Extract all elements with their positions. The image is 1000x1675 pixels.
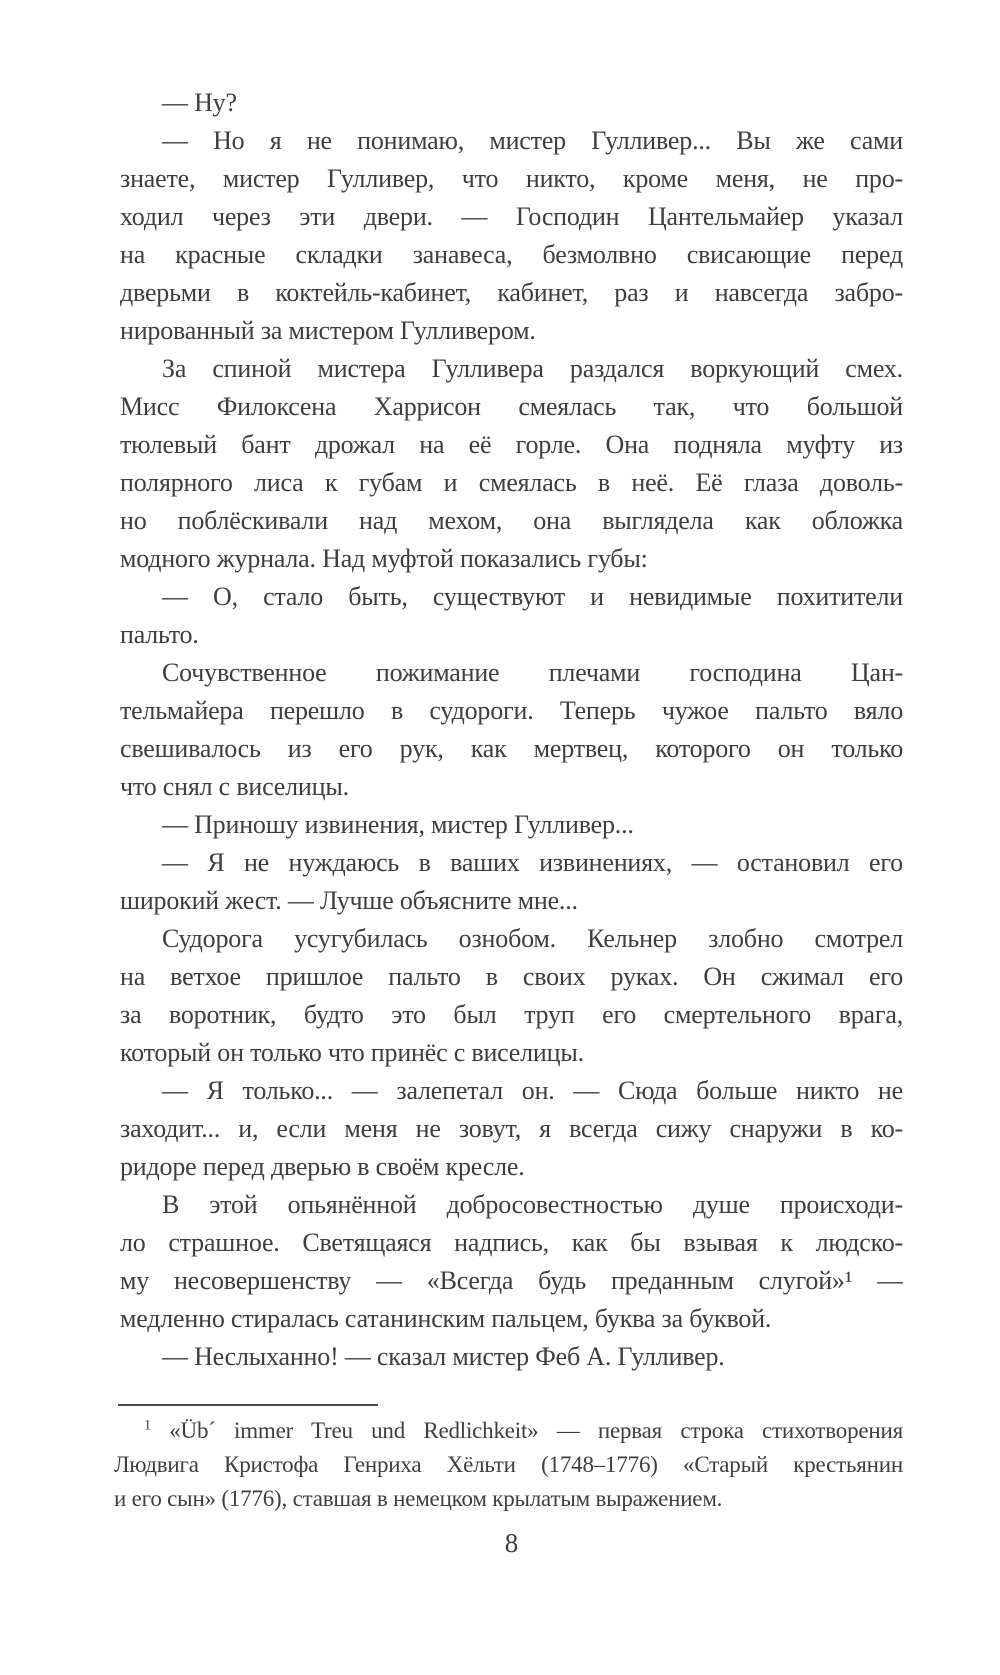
paragraph <box>120 122 903 350</box>
footnote <box>114 1414 903 1516</box>
paragraph <box>120 350 903 578</box>
paragraph <box>120 844 903 920</box>
text-line: заходит... и, если меня не зовут, я всегда сижу снаружи в ко- <box>120 1114 903 1143</box>
text-line: — Приношу извинения, мистер Гулливер... <box>162 810 634 839</box>
paragraph <box>120 1186 903 1338</box>
paragraph <box>120 654 903 806</box>
text-line: знаете, мистер Гулливер, что никто, кроме меня, не про- <box>120 164 903 193</box>
text-line: В этой опьянённой добросовестностью душе происходи- <box>162 1190 903 1219</box>
text-line: — О, стало быть, существуют и невидимые похитители <box>162 582 903 611</box>
text-line: Мисс Филоксена Харрисон смеялась так, что большой <box>120 392 903 421</box>
text-line: дверьми в коктейль-кабинет, кабинет, раз и навсегда забро- <box>120 278 903 307</box>
footnote-line: $^1$ «Üb´ immer Treu und Redlichkeit» — первая строка стихотворения <box>144 1417 903 1443</box>
text-line: медленно стиралась сатанинским пальцем, буква за буквой. <box>120 1304 772 1333</box>
text-line: ходил через эти двери. — Господин Цантельмайер указал <box>120 202 903 231</box>
text-line: Сочувственное пожимание плечами господина Цан- <box>162 658 903 687</box>
paragraph <box>120 1338 903 1376</box>
text-line: но поблёскивали над мехом, она выглядела как обложка <box>120 506 903 535</box>
text-line: За спиной мистера Гулливера раздался воркующий смех. <box>162 354 903 383</box>
text-line: полярного лиса к губам и смеялась в неё. Её глаза доволь- <box>120 468 903 497</box>
text-line: ридоре перед дверью в своём кресле. <box>120 1152 525 1181</box>
text-line: — Неслыханно! — сказал мистер Феб А. Гулливер. <box>162 1342 725 1371</box>
text-line: который он только что принёс с виселицы. <box>120 1038 584 1067</box>
text-line: му несовершенству — «Всегда будь преданным слугой»¹ — <box>120 1266 903 1295</box>
text-line: на ветхое пришлое пальто в своих руках. Он сжимал его <box>120 962 903 991</box>
paragraph <box>120 578 903 654</box>
paragraph <box>120 920 903 1072</box>
page-number: 8 <box>504 1528 519 1558</box>
text-line: свешивалось из его рук, как мертвец, которого он только <box>120 734 903 763</box>
text-line: — Ну? <box>162 88 237 117</box>
paragraph <box>120 1072 903 1186</box>
text-line: тельмайера перешло в судороги. Теперь чужое пальто вяло <box>120 696 903 725</box>
footnote-marker: 1 <box>144 1417 151 1434</box>
paragraph <box>120 84 903 122</box>
footnote-separator <box>118 1404 378 1406</box>
text-line: модного журнала. Над муфтой показались губы: <box>120 544 648 573</box>
text-line: — Но я не понимаю, мистер Гулливер... Вы же сами <box>162 126 903 155</box>
text-line: тюлевый бант дрожал на её горле. Она подняла муфту из <box>120 430 903 459</box>
footnote-line: и его сын» (1776), ставшая в немецком крылатым выражением. <box>114 1486 723 1511</box>
text-line: пальто. <box>120 620 199 649</box>
text-line: — Я только... — залепетал он. — Сюда больше никто не <box>162 1076 903 1105</box>
text-line: нированный за мистером Гулливером. <box>120 316 536 345</box>
text-line: Судорога усугубилась ознобом. Кельнер злобно смотрел <box>162 924 903 953</box>
text-line: широкий жест. — Лучше объясните мне... <box>120 886 578 915</box>
text-line: за воротник, будто это был труп его смертельного врага, <box>120 1000 903 1029</box>
text-line: на красные складки занавеса, безмолвно свисающие перед <box>120 240 903 269</box>
text-line: — Я не нуждаюсь в ваших извинениях, — остановил его <box>162 848 903 877</box>
footnote-line: Людвига Кристофа Генриха Хёльти (1748–1776) «Старый крестьянин <box>114 1452 903 1477</box>
page-text <box>120 84 903 1376</box>
paragraph <box>120 806 903 844</box>
text-line: что снял с виселицы. <box>120 772 349 801</box>
text-line: ло страшное. Светящаяся надпись, как бы взывая к людско- <box>120 1228 903 1257</box>
